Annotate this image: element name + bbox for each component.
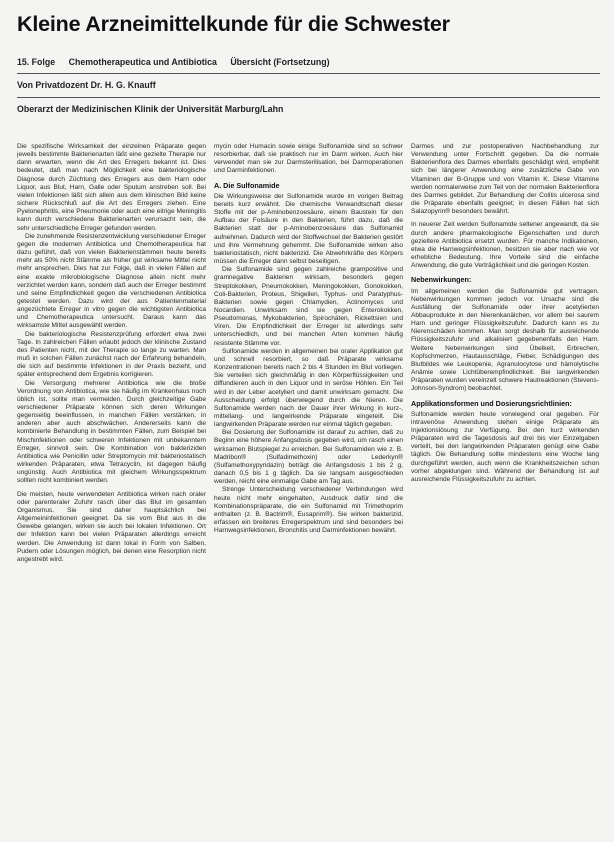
paragraph: Bei Dosierung der Sulfonamide ist darauf zu achten, daß zu Beginn eine höhere Anfangsdosis gegeben wird, um rasch einen wirksamen Blutspiegel zu erreichen. Bei Sulfonamiden wie z. B. Madribon® (Sulfadimethoxin) oder Lederkyn® (Sulfamethoxypyridazin) beträgt die Anfangsdosis 1 bis 2 g, danach 0,5 bis 1 g täglich. Da sie langsam ausgeschieden werden, reicht eine einmalige Gabe am Tag aus. (214, 429, 403, 486)
paragraph: Strenge Unterscheidung verschiedener Verbindungen wird heute nicht mehr eingehalten, Ausdruck dafür sind die Kombinationspräparate, die ein Sulfonamid mit Trimethoprim enthalten (z. B. Bactrim®, Eusaprim®). Sie wirken bakterizid, erfassen ein breiteres Erregerspektrum und sind besonders bei Harnwegsinfektionen, Bronchitis und Darminfektionen bewährt. (214, 486, 403, 535)
series-topic: Chemotherapeutica und Antibiotica (68, 57, 217, 67)
paragraph: mycin oder Humacin sowie einige Sulfonamide sind so schwer resorbierbar, daß sie praktisch nur im Darm wirken. Auch hier verwendet man sie zur Darmsterilisation, bei Darmoperationen und Darminfektionen. (214, 143, 403, 175)
section-heading: Nebenwirkungen: (411, 275, 472, 285)
paragraph: Im allgemeinen werden die Sulfonamide gut vertragen. Nebenwirkungen kommen jedoch vor. Ursache sind die Ausfällung der Sulfonamide oder ihrer acetylierten Abbauprodukte in den Nierenkanälchen, vor allem bei saurem Harn und geringer Flüssigkeitszufuhr. Dadurch kann es zu Nierenschäden kommen. Man sorgt deshalb für ausreichende Flüssigkeitszufuhr und alkalisiert gegebenenfalls den Harn. Weitere Nebenwirkungen sind Übelkeit, Erbrechen, Kopfschmerzen, Hautausschläge, Fieber, Schädigungen des Blutbildes wie Leukopenie, Agranulocytose und hämolytische Anämie sowie Lichtüberempfindlichkeit. Bei langwirkenden Präparaten wurden vereinzelt schwere Hautreaktionen (Stevens-Johnson-Syndrom) beobachtet. (411, 287, 599, 393)
paragraph: Sulfonamide werden in allgemeinen bei oraler Applikation gut und schnell resorbiert, so daß Präparate wirksame Konzentrationen bereits nach 2 bis 4 Stunden im Blut vorliegen. Sie verteilen sich gleichmäßig in den Körperflüssigkeiten und diffundieren auch in den Liquor und in seröse Höhlen. Ein Teil wird in der Leber acetyliert und damit unwirksam gemacht. Die Ausscheidung erfolgt überwiegend durch die Nieren. Die Sulfonamide werden nach der Dauer ihrer Wirkung in kurz-, mittellang- und langwirkende Präparate eingeteilt. Die langwirkenden Präparate werden nur einmal täglich gegeben. (214, 347, 403, 429)
paragraph: Die zunehmende Resistenzentwicklung verschiedener Erreger gegen die modernen Antibiotica und Chemotherapeutica hat dazu geführt, daß von vielen Bakterienstämmen heute bereits mehr als 50% nicht Stämme als früher gut wirksame Mittel nicht mehr ansprechen. Dies hat zur Folge, daß in vielen Fällen auf eine exakte mikrobiologische Diagnose allein nicht mehr verzichtet werden kann, sondern daß auch der Erreger bestimmt und seine Empfindlichkeit gegen die verschiedenen Antibiotica getestet werden. Dazu wird der aus Patientenmaterial angezüchtete Erreger in vitro gegen die wichtigsten Antibiotica und Chemotherapeutica untersucht. Daraus kann das wirksamste Mittel ausgewählt werden. (17, 232, 206, 330)
series-subtitle: Übersicht (Fortsetzung) (230, 57, 330, 67)
paragraph: Die Wirkungsweise der Sulfonamide wurde im vorigen Beitrag bereits kurz erwähnt. Die chemische Verwandtschaft dieser Stoffe mit der p-Aminobenzoesäure, einem Baustein für den Aufbau der Folsäure in den Bakterien, führt dazu, daß die Bakterien statt der p-Aminobenzoesäure das Sulfonamid aufnehmen. Dadurch wird der Stoffwechsel der Bakterien gestört und ihre Vermehrung gehemmt. Die Sulfonamide wirken also bakteriostatisch, nicht bakterizid. Die Abwehrkräfte des Körpers müssen die Erreger dann selbst beseitigen. (214, 192, 403, 266)
paragraph: Die spezifische Wirksamkeit der einzelnen Präparate gegen jeweils bestimmte Bakterienarten läßt eine gezielte Therapie nur dann erwarten, wenn die Art des Erregers bekannt ist. Dies bedeutet, daß man nach Möglichkeit eine bakteriologische Diagnose durch Züchtung des Erregers aus dem Harn oder Liquor, aus Blut, Harn, Galle oder Sputum anstreben soll. Bei vielen Infektionen läßt sich allein aus dem klinischen Bild keine sichere Rückschluß auf die Art des Erregers ziehen. Eine Pyelonephritis, eine Pneumonie oder auch eine eitrige Meningitis kann durch verschiedene Bakterienarten verursacht sein, die sehr unterschiedliche Erreger gefunden werden. (17, 143, 206, 232)
paragraph: Sulfonamide werden heute vorwiegend oral gegeben. Für intravenöse Anwendung stehen einige Präparate als Injektionslösung zur Verfügung. Bei den kurz wirkenden Präparaten wird die Tagesdosis auf drei bis vier Einzelgaben verteilt, bei den langwirkenden Präparaten genügt eine Gabe täglich. Die Behandlung sollte mindestens eine Woche lang durchgeführt werden, auch wenn die Krankheitszeichen schon vorher abgeklungen sind. Während der Behandlung ist auf ausreichende Flüssigkeitszufuhr zu achten. (411, 410, 599, 483)
paragraph: Die bakteriologische Resistenzprüfung erfordert etwa zwei Tage. In zahlreichen Fällen erlaubt jedoch der klinische Zustand des Patienten nicht, mit der Therapie so lange zu warten. Man muß in solchen Fällen zunächst nach der Erfahrung behandeln, die sich auf bestimmte Infektionen in der Praxis bezieht, und später entsprechend dem Ergebnis korrigieren. (17, 330, 206, 379)
section-heading: A. Die Sulfonamide (214, 180, 280, 190)
text-column-3 (411, 143, 599, 833)
affiliation-line: Oberarzt der Medizinischen Klinik der Universität Marburg/Lahn (17, 104, 284, 114)
section-heading: Applikationsformen und Dosierungsrichtlinien: (411, 398, 572, 408)
text-column-1 (17, 143, 206, 833)
paragraph: Die Versorgung mehrerer Antibiotica wie die bloße Verordnung von Antibiotica, wie sie häufig im Krankenhaus noch üblich ist, sollte man vermeiden. Durch gleichzeitige Gabe verschiedener Präparate können sich deren Wirkungen gegenseitig beeinflussen, in manchen Fällen verstärken, in anderen aber auch abschwächen. Andererseits kann die kombinierte Behandlung in bestimmten Fällen, zum Beispiel bei Mischinfektionen oder schweren Infektionen mit unbekanntem Erreger, sinnvoll sein. Die Kombination von bakteriziden Antibiotica wie Penicillin oder Streptomycin mit bakteriostatisch wirkenden Präparaten, etwa Tetracyclin, ist dagegen häufig ungünstig. Auch Antibiotica mit gleichem Wirkungsspektrum sollten nicht kombiniert werden. (17, 379, 206, 485)
divider-rule (17, 73, 600, 74)
series-line (17, 57, 341, 67)
paragraph: Die Sulfonamide sind gegen zahlreiche grampositive und gramnegative Bakterien wirksam, besonders gegen Streptokokken, Pneumokokken, Meningokokken, Gonokokken, Coli-Bakterien, Proteus, Shigellen, Typhus- und Paratyphus-Bakterien sowie gegen Chlamydien, Actinomyces und Nocardien. Unwirksam sind sie gegen Enterokokken, Pseudomonas, Mykobakterien, Spirochäten, Rickettsien und Viren. Die Empfindlichkeit der Erreger ist allerdings sehr unterschiedlich, und bei manchen Arten kommen häufig resistente Stämme vor. (214, 266, 403, 347)
text-column-2 (214, 143, 403, 833)
author-line: Von Privatdozent Dr. H. G. Knauff (17, 80, 156, 90)
series-number: 15. Folge (17, 57, 56, 67)
paragraph: Die meisten, heute verwendeten Antibiotica wirken nach oraler oder parenteraler Zufuhr rasch über das Blut im gesamten Organismus. Sie sind daher hauptsächlich bei Allgemeininfektionen geeignet. Da sie vom Blut aus in die Gewebe gelangen, wirken sie auch bei lokalen Infektionen. Ort der Infektion kann bei vielen Präparaten allerdings erreicht werden. Die Anwendung ist dann lokal in Form von Salben, Pudern oder Lösungen möglich, bei denen eine Resorption nicht angestrebt wird. (17, 490, 206, 563)
paragraph: Darmes und zur postoperativen Nachbehandlung zur Verwendung unter Fortschritt gegeben. Da die normale Bakterienflora des Darmes ebenfalls geschädigt wird, empfiehlt sich bei längerer Anwendung eine zusätzliche Gabe von Vitaminen der B-Gruppe und von Vitamin K. Diese Vitamine werden normalerweise zum Teil von der normalen Bakterienflora des Darmes gebildet. Zur Behandlung der Colitis ulcerosa sind die Präparate ebenfalls geeignet; in diesen Fällen hat sich Salazopyrin® besonders bewährt. (411, 143, 599, 216)
paragraph: In neuerer Zeit werden Sulfonamide seltener angewandt, da sie durch andere pharmakologische Eigenschaften und durch gezieltere Antibiotica ersetzt wurden. Für manche Indikationen, etwa die Harnwegsinfektionen, besitzen sie aber nach wie vor erhebliche Bedeutung. Ihre Vorteile sind die einfache Anwendung, die gute Verträglichkeit und die geringen Kosten. (411, 221, 599, 270)
divider-rule (17, 97, 600, 98)
article-title: Kleine Arzneimittelkunde für die Schwester (17, 12, 450, 36)
